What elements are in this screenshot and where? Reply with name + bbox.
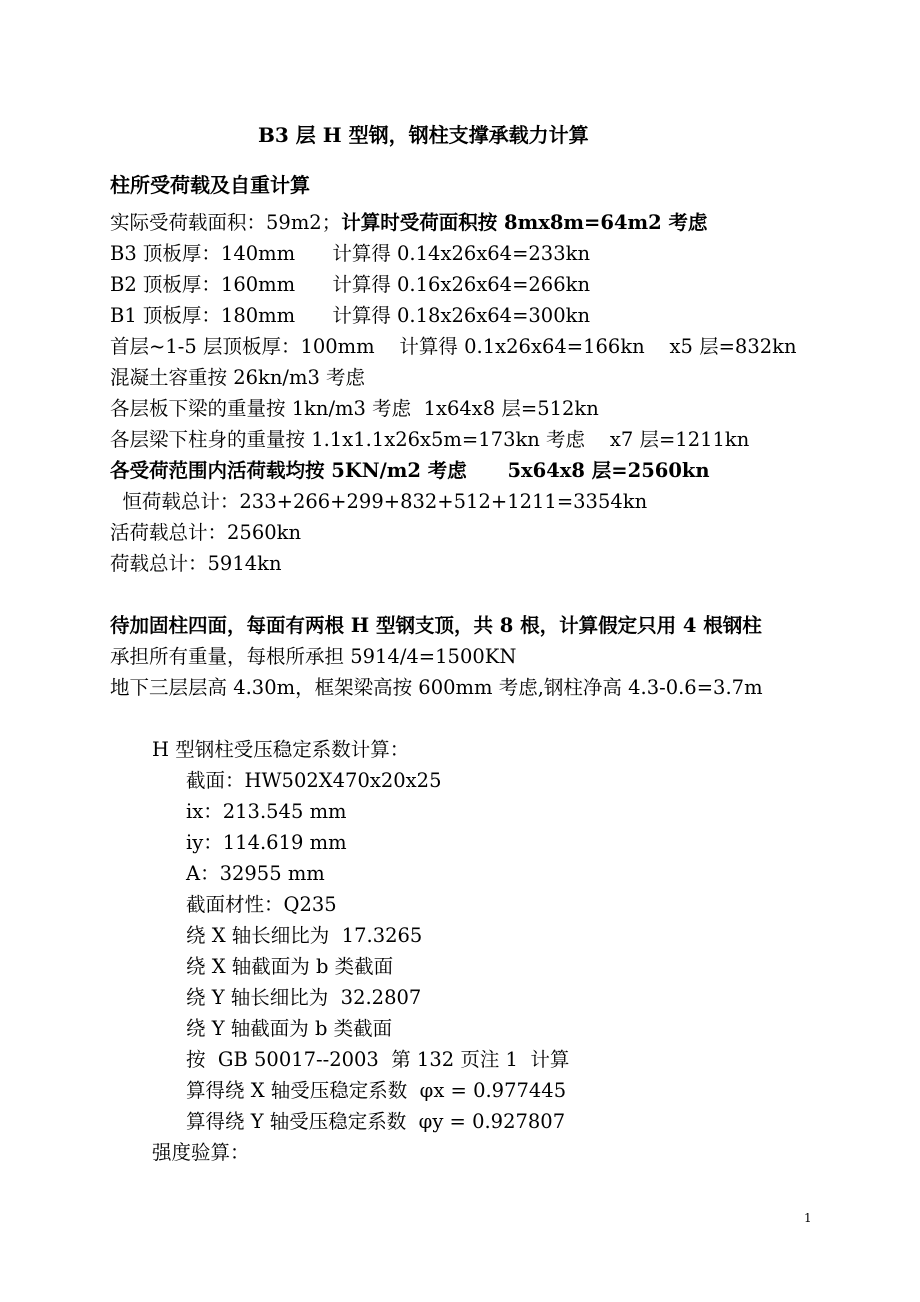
section-heading-loads: 柱所受荷载及自重计算 [110, 173, 310, 197]
page-number: 1 [804, 1211, 812, 1225]
load-line-beam: 各层板下梁的重量按 1kn/m3 考虑 1x64x8 层=512kn [110, 397, 599, 420]
stability-heading: H 型钢柱受压稳定系数计算： [152, 738, 410, 761]
section2-line-2: 地下三层层高 4.30m，框架梁高按 600mm 考虑,钢柱净高 4.3-0.6=3.7m [110, 676, 763, 699]
stability-line: A：32955 mm [186, 862, 325, 885]
section2-line-1: 承担所有重量，每根所承担 5914/4=1500KN [110, 645, 517, 668]
load-line-total: 荷载总计：5914kn [110, 552, 282, 575]
load-line-live-total: 活荷载总计：2560kn [110, 521, 302, 544]
load-line-dead-total: 恒荷载总计：233+266+299+832+512+1211=3354kn [110, 490, 648, 513]
stability-line: 绕 Y 轴长细比为 32.2807 [186, 986, 422, 1009]
load-line-live: 各受荷范围内活荷载均按 5KN/m2 考虑 5x64x8 层=2560kn [110, 459, 710, 482]
stability-line: 截面：HW502X470x20x25 [186, 769, 442, 792]
stability-line: 绕 Y 轴截面为 b 类截面 [186, 1017, 393, 1040]
stability-line: 算得绕 Y 轴受压稳定系数 φy = 0.927807 [186, 1110, 566, 1133]
section2-bold-line: 待加固柱四面，每面有两根 H 型钢支顶，共 8 根，计算假定只用 4 根钢柱 [110, 614, 762, 637]
load-line-area-plain: 实际受荷载面积：59m2； [110, 211, 342, 234]
load-line-density: 混凝土容重按 26kn/m3 考虑 [110, 366, 366, 389]
document-title: B3 层 H 型钢，钢柱支撑承载力计算 [258, 123, 589, 147]
stability-line: 算得绕 X 轴受压稳定系数 φx = 0.977445 [186, 1079, 567, 1102]
load-line-b3: B3 顶板厚：140mm 计算得 0.14x26x64=233kn [110, 242, 590, 265]
load-line-area [110, 213, 708, 233]
stability-line: 按 GB 50017--2003 第 132 页注 1 计算 [186, 1048, 570, 1071]
stability-line: ix：213.545 mm [186, 800, 347, 823]
strength-heading: 强度验算： [152, 1141, 250, 1164]
load-line-column: 各层梁下柱身的重量按 1.1x1.1x26x5m=173kn 考虑 x7 层=1211kn [110, 428, 750, 451]
stability-line: 截面材性：Q235 [186, 893, 337, 916]
stability-line: 绕 X 轴截面为 b 类截面 [186, 955, 394, 978]
load-line-b1: B1 顶板厚：180mm 计算得 0.18x26x64=300kn [110, 304, 590, 327]
stability-line: iy：114.619 mm [186, 831, 347, 854]
load-line-floors: 首层~1-5 层顶板厚：100mm 计算得 0.1x26x64=166kn x5 层=832kn [110, 335, 797, 358]
stability-line: 绕 X 轴长细比为 17.3265 [186, 924, 423, 947]
load-line-area-bold: 计算时受荷面积按 8mx8m=64m2 考虑 [341, 211, 708, 234]
load-line-b2: B2 顶板厚：160mm 计算得 0.16x26x64=266kn [110, 273, 590, 296]
